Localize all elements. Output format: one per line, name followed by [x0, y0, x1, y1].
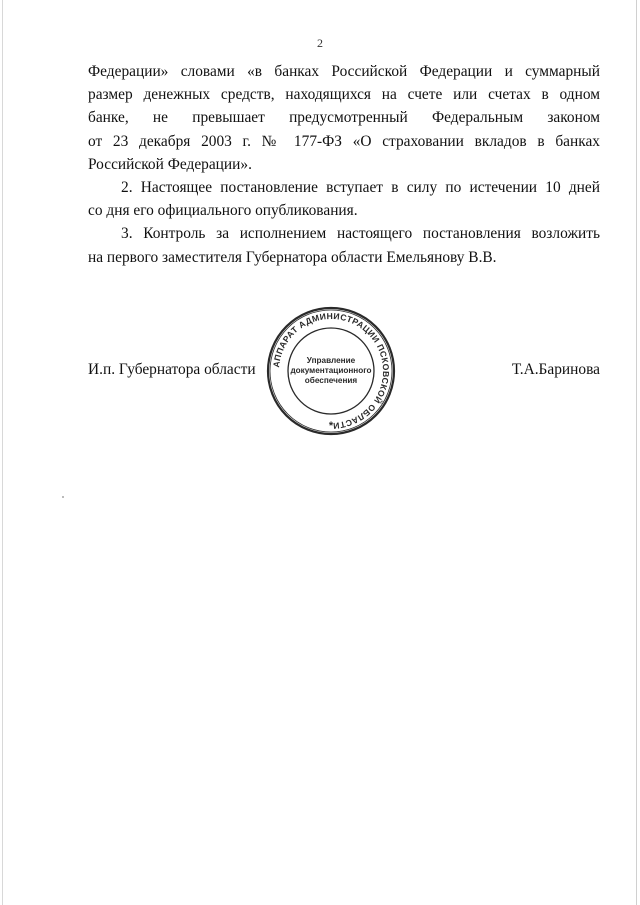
scan-edge-right: [636, 0, 637, 905]
paragraph-2: [88, 176, 600, 222]
signatory-title: И.п. Губернатора области: [88, 361, 256, 378]
text-line: со дня его официального опубликования.: [88, 202, 358, 220]
text-line: Российской Федерации».: [88, 155, 252, 173]
text-line: от 23 декабря 2003 г. № 177-ФЗ «О страховании вкладов в банках: [88, 132, 600, 150]
text-line: размер денежных средств, находящихся на счете или счетах в одном: [88, 86, 600, 104]
official-seal: [265, 305, 397, 437]
text-line: банке, не превышает предусмотренный Федеральным законом: [88, 109, 600, 127]
seal-center-line-1: Управление: [306, 356, 356, 365]
seal-center-line-2: документационного: [290, 366, 372, 375]
document-body: [88, 60, 600, 269]
scan-speck: [62, 496, 64, 498]
signatory-name: Т.А.Баринова: [511, 361, 600, 378]
text-line: на первого заместителя Губернатора области Емельянову В.В.: [88, 248, 497, 266]
text-line: Федерации» словами «в банках Российской Федерации и суммарный: [88, 63, 600, 80]
paragraph-3: [88, 222, 600, 268]
seal-center-line-3: обеспечения: [304, 376, 358, 385]
text-line: 3. Контроль за исполнением настоящего постановления возложить: [121, 225, 600, 243]
page-number: 2: [317, 36, 323, 50]
seal-star: *: [328, 420, 334, 432]
scan-edge-left: [2, 0, 3, 905]
seal-ring-text: АППАРАТ АДМИНИСТРАЦИИ ПСКОВСКОЙ ОБЛАСТИ: [271, 310, 392, 432]
paragraph-1: [88, 60, 600, 176]
text-line: 2. Настоящее постановление вступает в силу по истечении 10 дней: [121, 179, 600, 197]
